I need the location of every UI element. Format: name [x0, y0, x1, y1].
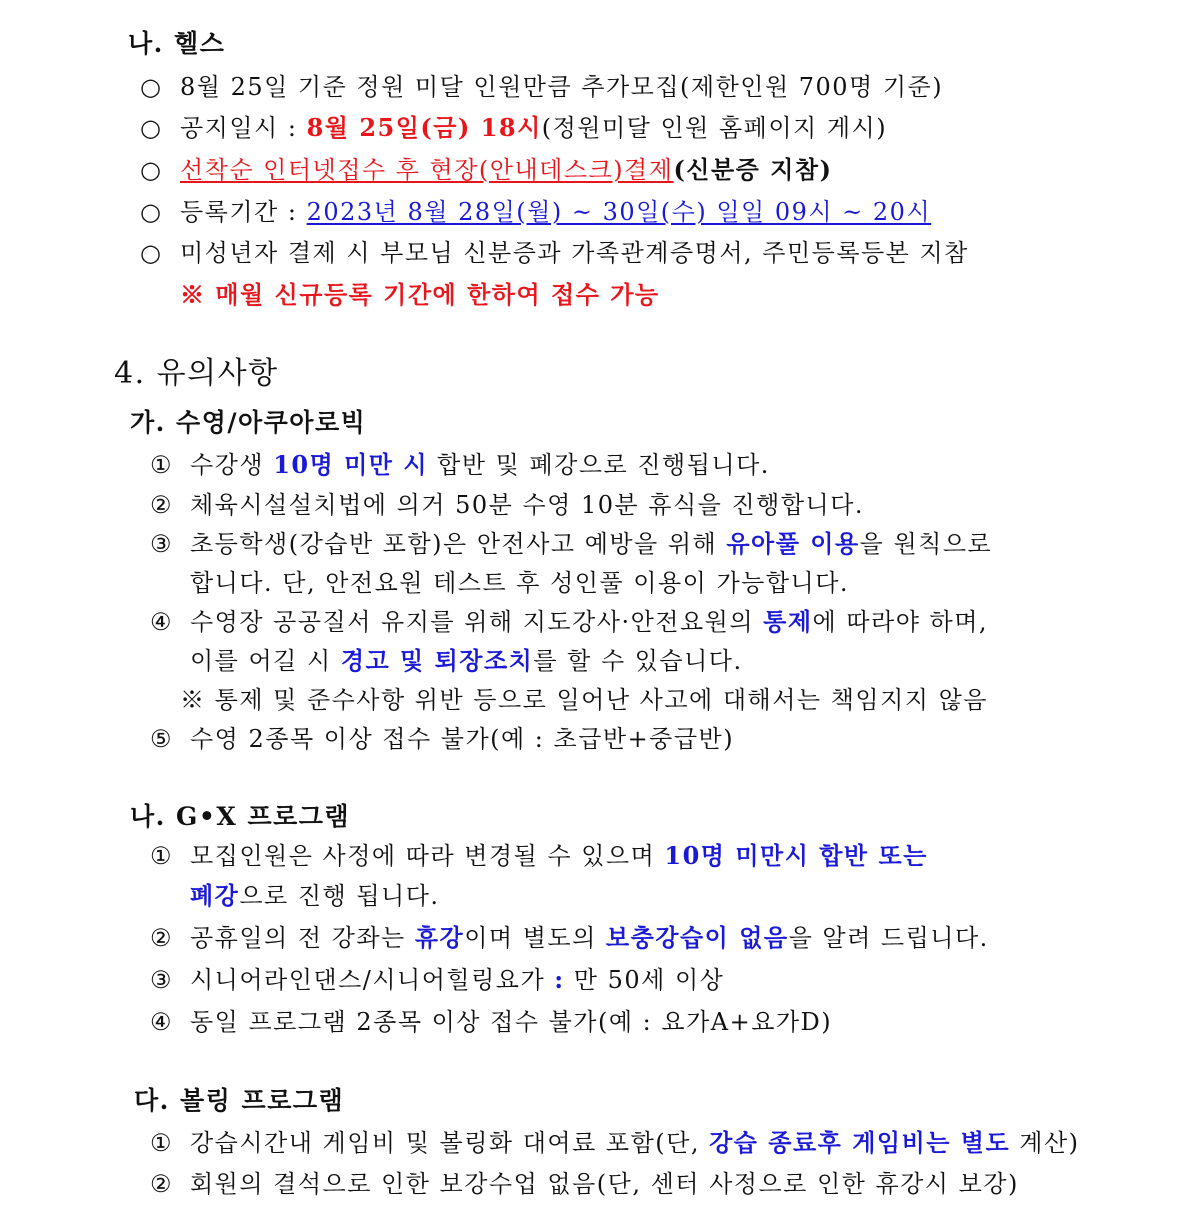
swim-item-1 [150, 448, 770, 482]
swim-item-4 [150, 605, 988, 639]
highlight: 보충강습이 없음 [605, 923, 789, 952]
text: 합반 및 폐강으로 진행됩니다. [428, 451, 770, 479]
section-title: 4. 유의사항 [114, 356, 279, 391]
swim-item-4-note: ※ 통제 및 준수사항 위반 등으로 일어난 사고에 대해서는 책임지지 않음 [180, 686, 988, 714]
highlight: 통제 [763, 607, 813, 636]
bullet-icon: ○ [140, 198, 163, 226]
bullet-icon: ○ [140, 114, 163, 142]
number-marker: ② [150, 491, 174, 519]
text: (정원미달 인원 홈페이지 게시) [541, 114, 888, 142]
text: 을 알려 드립니다. [788, 924, 989, 952]
text: 를 할 수 있습니다. [533, 647, 743, 675]
number-marker: ⑤ [150, 725, 174, 753]
text: 에 따라야 하며, [812, 608, 989, 636]
highlight: 경고 및 퇴장조치 [340, 646, 534, 675]
swim-item-2 [150, 488, 864, 522]
swim-item-4-cont [190, 644, 743, 678]
registration-period: 2023년 8월 28일(월) ~ 30일(수) 일일 09시 ~ 20시 [306, 198, 932, 226]
text: 8월 25일 기준 정원 미달 인원만큼 추가모집(제한인원 700명 기준) [180, 73, 944, 101]
text: 수강생 [190, 451, 274, 479]
text: 이를 어길 시 [190, 647, 341, 675]
health-heading: 나. 헬스 [128, 29, 226, 58]
highlight: 폐강 [190, 881, 240, 910]
bullet-icon: ○ [140, 73, 163, 101]
swim-item-3 [150, 527, 992, 561]
text: 모집인원은 사정에 따라 변경될 수 있으며 [190, 842, 665, 870]
bowling-item-2 [150, 1167, 1019, 1201]
text: 등록기간 : [180, 198, 307, 226]
number-marker: ② [150, 1170, 174, 1198]
text: 으로 진행 됩니다. [239, 882, 440, 910]
number-marker: ④ [150, 1008, 174, 1036]
highlight: 유아풀 이용 [726, 529, 860, 558]
gx-item-4 [150, 1005, 832, 1039]
gx-heading: 나. G•X 프로그램 [130, 802, 351, 831]
number-marker: ④ [150, 608, 174, 636]
gx-item-2 [150, 921, 989, 955]
health-item-5 [140, 236, 969, 270]
text: 동일 프로그램 2종목 이상 접수 불가(예 : 요가A+요가D) [190, 1008, 833, 1036]
number-marker: ① [150, 451, 174, 479]
registration-method: 선착순 인터넷접수 후 현장(안내데스크)결제 [180, 156, 674, 184]
health-item-1 [140, 70, 943, 104]
highlight: 10명 미만시 합반 또는 [664, 841, 928, 870]
text: 공휴일의 전 강좌는 [190, 924, 415, 952]
text: 이며 별도의 [464, 924, 606, 952]
text: 을 원칙으로 [859, 530, 993, 558]
text: 강습시간내 게임비 및 볼링화 대여료 포함(단, [190, 1129, 710, 1157]
text: (신분증 지참) [673, 155, 833, 184]
text: 미성년자 결제 시 부모님 신분증과 가족관계증명서, 주민등록등본 지참 [180, 239, 969, 267]
number-marker: ③ [150, 966, 174, 994]
gx-item-1 [150, 839, 928, 873]
gx-item-3 [150, 963, 724, 997]
number-marker: ② [150, 924, 174, 952]
text: 계산) [1010, 1129, 1080, 1157]
text: 공지일시 : [180, 114, 307, 142]
number-marker: ① [150, 842, 174, 870]
text: 체육시설설치법에 의거 50분 수영 10분 휴식을 진행합니다. [190, 491, 865, 519]
health-notice: ※ 매월 신규등록 기간에 한하여 접수 가능 [180, 280, 660, 309]
highlight: 10명 미만 시 [273, 450, 429, 479]
bowling-heading: 다. 볼링 프로그램 [134, 1086, 345, 1115]
swim-heading: 가. 수영/아쿠아로빅 [130, 408, 367, 437]
health-item-4 [140, 195, 931, 229]
text: 수영장 공공질서 유지를 위해 지도강사·안전요원의 [190, 608, 764, 636]
health-item-3 [140, 153, 832, 187]
text: 만 50세 이상 [564, 966, 725, 994]
gx-item-1-cont [190, 879, 440, 913]
text: 수영 2종목 이상 접수 불가(예 : 초급반+중급반) [190, 725, 735, 753]
highlight: 강습 종료후 게임비는 별도 [709, 1128, 1011, 1157]
swim-item-5 [150, 722, 734, 756]
number-marker: ③ [150, 530, 174, 558]
health-item-2 [140, 111, 887, 145]
notice-datetime: 8월 25일(금) 18시 [306, 113, 542, 142]
text: 초등학생(강습반 포함)은 안전사고 예방을 위해 [190, 530, 727, 558]
highlight: 휴강 [414, 923, 465, 952]
bowling-item-1 [150, 1126, 1080, 1160]
text: 회원의 결석으로 인한 보강수업 없음(단, 센터 사정으로 인한 휴강시 보강) [190, 1170, 1019, 1198]
highlight: : [554, 965, 565, 994]
bullet-icon: ○ [140, 239, 163, 267]
swim-item-3-cont: 합니다. 단, 안전요원 테스트 후 성인풀 이용이 가능합니다. [190, 569, 850, 597]
text: 시니어라인댄스/시니어힐링요가 [190, 966, 555, 994]
bullet-icon: ○ [140, 156, 163, 184]
number-marker: ① [150, 1129, 174, 1157]
